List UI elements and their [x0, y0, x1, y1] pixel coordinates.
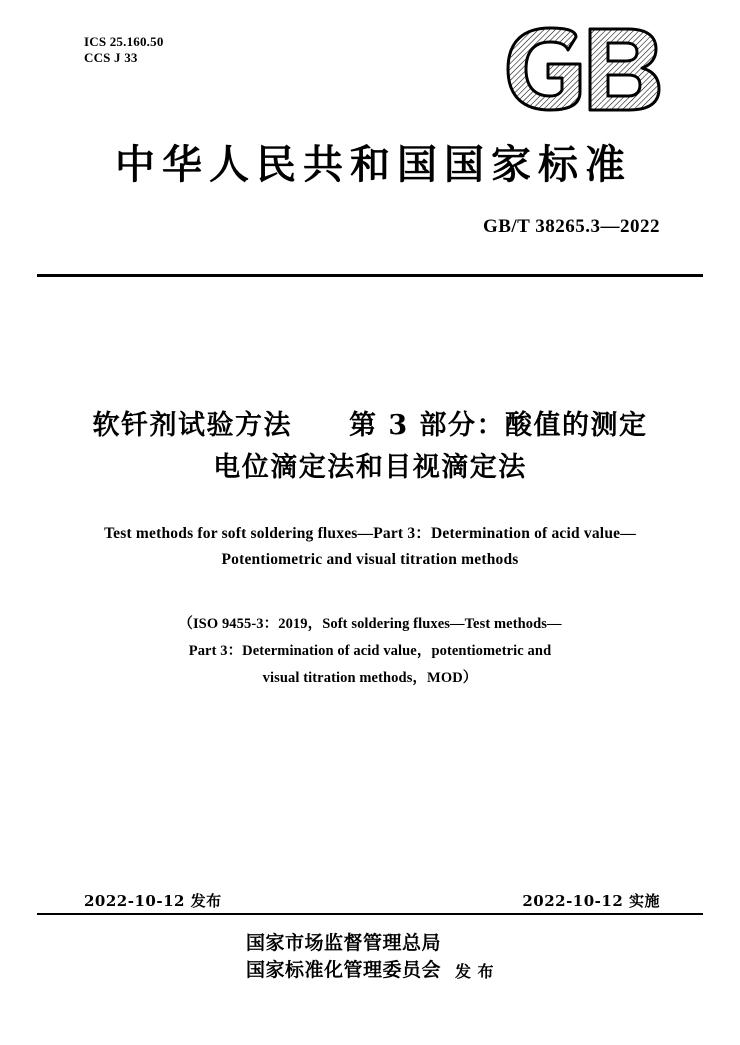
ics-classification-block — [84, 34, 164, 66]
national-standard-heading: 中华人民共和国国家标准 — [115, 141, 632, 188]
document-title-english — [0, 521, 740, 573]
document-title-chinese — [0, 405, 740, 489]
publisher-line-2: 国家标准化管理委员会 — [245, 959, 441, 981]
divider-top — [37, 274, 703, 277]
ccs-code: CCS J 33 — [84, 50, 138, 65]
publisher-line-1: 国家市场监督管理总局 — [245, 932, 441, 954]
iso-note-line-3: visual titration methods，MOD） — [262, 670, 478, 686]
implementation-date: 2022-10-12 实施 — [522, 892, 660, 910]
ics-code: ICS 25.160.50 — [84, 34, 164, 49]
divider-bottom — [37, 913, 703, 915]
title-cn-line-1: 软钎剂试验方法 第 3 部分：酸值的测定 — [92, 410, 648, 441]
publisher-block — [0, 930, 740, 984]
publisher-action-label: 发 布 — [454, 962, 495, 981]
iso-note-line-2: Part 3：Determination of acid value，potentiometric and — [188, 643, 552, 659]
issue-date: 2022-10-12 发布 — [84, 892, 222, 910]
title-en-line-1: Test methods for soft soldering fluxes—Part 3：Determination of acid value— — [104, 525, 636, 542]
iso-note-line-1: （ISO 9455-3：2019，Soft soldering fluxes—Test methods— — [178, 616, 562, 632]
title-cn-line-2: 电位滴定法和目视滴定法 — [213, 452, 527, 483]
standard-number: GB/T 38265.3—2022 — [482, 216, 660, 237]
title-en-line-2: Potentiometric and visual titration methods — [221, 551, 519, 568]
publisher-names — [246, 930, 441, 984]
gb-emblem-icon — [502, 26, 662, 112]
iso-correspondence-note — [0, 611, 740, 692]
